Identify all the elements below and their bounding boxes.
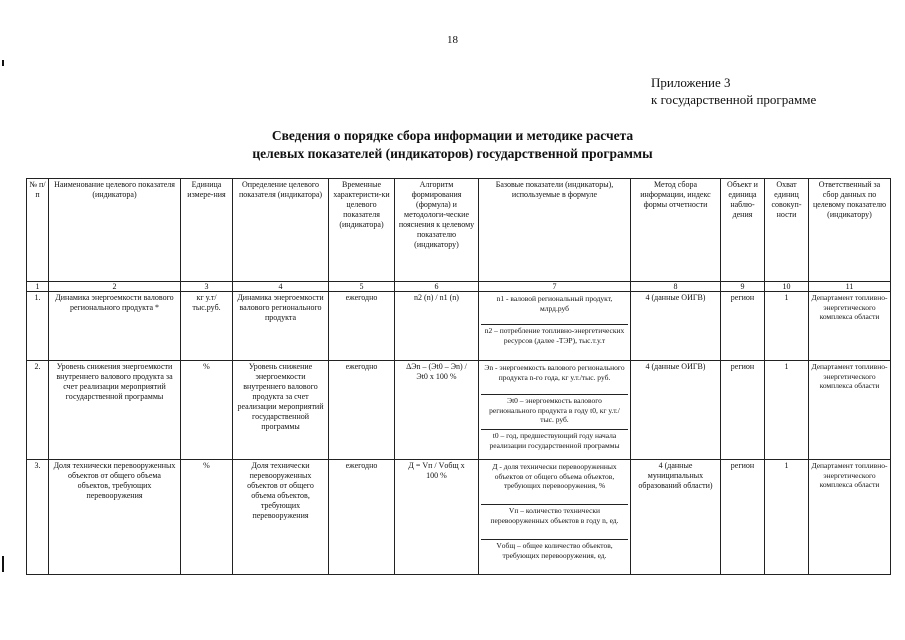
margin-mark-top [2,60,4,66]
formula: n2 (n) / n1 (n) [395,292,479,361]
time-characteristic: ежегодно [329,361,395,460]
observation-object: регион [721,460,765,575]
collection-method: 4 (данные ОИГВ) [631,361,721,460]
table-row [27,361,891,460]
title-line-2: целевых показателей (индикаторов) государственной программы [252,146,653,161]
column-number: 10 [765,282,809,292]
header-cell: Определение целевого показателя (индикатора) [233,179,329,282]
header-cell: Наименование целевого показателя (индикатора) [49,179,181,282]
header-cell: Охват единиц совокуп-ности [765,179,809,282]
indicator-unit: % [181,361,233,460]
formula-line: Эt0 x 100 % [416,372,457,381]
indicator-unit: % [181,460,233,575]
column-number: 3 [181,282,233,292]
column-number: 11 [809,282,891,292]
title-line-1: Сведения о порядке сбора информации и методике расчета [271,128,634,143]
base-indicator-item: Vп – количество технически перевооруженных объектов в году n, ед. [481,505,628,540]
base-indicator-item: Д - доля технически перевооруженных объектов от общего объема объектов, требующих перевооружения, % [481,461,628,505]
table-row [27,292,891,361]
header-cell: Алгоритм формирования (формула) и методологи-ческие пояснения к целевому показателю (индикатору) [395,179,479,282]
observation-object: регион [721,292,765,361]
header-cell: Временные характеристи-ки целевого показателя (индикатора) [329,179,395,282]
column-number: 7 [479,282,631,292]
base-indicators [479,460,631,575]
row-number: 2. [27,361,49,460]
column-number: 8 [631,282,721,292]
responsible: Департамент топливно-энергетического комплекса области [809,460,891,575]
base-indicators [479,361,631,460]
document-title [0,127,905,163]
indicator-definition: Динамика энергоемкости валового регионального продукта [233,292,329,361]
appendix-line-2: к государственной программе [651,92,817,107]
coverage: 1 [765,292,809,361]
collection-method: 4 (данные муниципальных образований области) [631,460,721,575]
indicator-name: Уровень снижения энергоемкости внутреннего валового продукта за счет реализации мероприятий государственной программы [49,361,181,460]
formula [395,460,479,575]
time-characteristic: ежегодно [329,292,395,361]
header-cell: Объект и единица наблю-дения [721,179,765,282]
coverage: 1 [765,361,809,460]
indicator-definition: Доля технически перевооруженных объектов от общего объема объектов, требующих перевооружения [233,460,329,575]
row-number: 3. [27,460,49,575]
base-indicators [479,292,631,361]
base-indicator-item: Эt0 – энергоемкость валового регионального продукта в году t0, кг у.т./тыс. руб. [481,395,628,430]
column-number: 1 [27,282,49,292]
formula-line: ΔЭn – (Эt0 – Эn) / [406,362,467,371]
table-row [27,460,891,575]
base-indicator-item: Эn - энергоемкость валового регионального продукта n-го года, кг у.т./тыс. руб. [481,362,628,395]
page-number: 18 [447,34,458,46]
column-number-row [27,282,891,292]
table-header-row [27,179,891,282]
appendix-caption [651,74,816,108]
base-indicator-item: n1 - валовой региональный продукт, млрд.руб [481,293,628,325]
base-indicator-item: Vобщ – общее количество объектов, требующих перевооружения, ед. [496,541,613,560]
row-number: 1. [27,292,49,361]
header-cell: Единица измере-ния [181,179,233,282]
margin-mark-bottom [2,556,4,572]
indicator-name: Динамика энергоемкости валового регионального продукта * [49,292,181,361]
column-number: 5 [329,282,395,292]
base-indicator-item: t0 – год, предшествующий году начала реализации государственной программы [489,431,620,450]
coverage: 1 [765,460,809,575]
indicators-table [26,178,891,575]
column-number: 2 [49,282,181,292]
header-cell: № п/п [27,179,49,282]
indicator-unit: кг у.т/ тыс.руб. [181,292,233,361]
collection-method: 4 (данные ОИГВ) [631,292,721,361]
header-cell: Метод сбора информации, индекс формы отчетности [631,179,721,282]
column-number: 6 [395,282,479,292]
observation-object: регион [721,361,765,460]
formula-line: 100 % [426,471,447,480]
formula-line: Д = Vп / Vобщ x [408,461,465,470]
column-number: 9 [721,282,765,292]
appendix-line-1: Приложение 3 [651,75,731,90]
indicator-definition: Уровень снижение энергоемкости внутреннего валового продукта за счет реализации мероприятий государственной программы [233,361,329,460]
responsible: Департамент топливно-энергетического комплекса области [809,292,891,361]
column-number: 4 [233,282,329,292]
base-indicator-item: n2 – потребление топливно-энергетических ресурсов (далее -ТЭР), тыс.т.у.т [484,326,625,345]
formula [395,361,479,460]
header-cell: Ответственный за сбор данных по целевому показателю (индикатору) [809,179,891,282]
responsible: Департамент топливно-энергетического комплекса области [809,361,891,460]
time-characteristic: ежегодно [329,460,395,575]
indicator-name: Доля технически перевооруженных объектов от общего объема объектов, требующих перевооружения [49,460,181,575]
header-cell: Базовые показатели (индикаторы), используемые в формуле [479,179,631,282]
